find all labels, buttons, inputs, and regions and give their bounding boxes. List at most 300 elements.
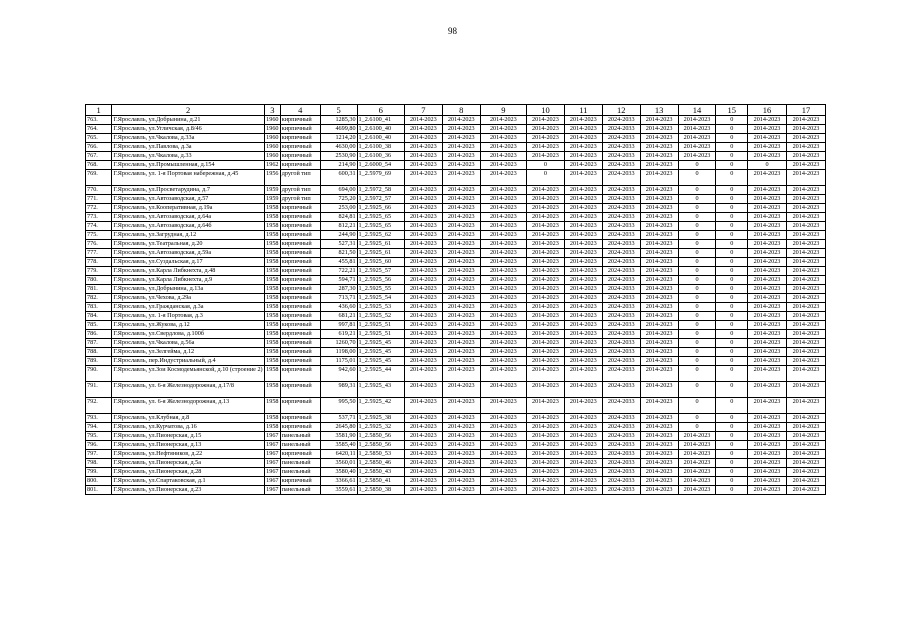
row-number-cell: 798. [86, 459, 112, 468]
row-number-cell: 783. [86, 303, 112, 312]
period-cell: 0 [678, 222, 716, 231]
period-cell: 0 [716, 312, 748, 321]
period-cell: 2014-2023 [748, 477, 787, 486]
period-cell: 0 [716, 414, 748, 423]
period-cell: 2014-2023 [640, 468, 678, 477]
period-cell: 0 [678, 231, 716, 240]
period-cell: 2014-2023 [527, 312, 565, 321]
period-cell: 0 [716, 357, 748, 366]
code-cell: 1_2.5925_54 [357, 294, 404, 303]
table-row [86, 441, 826, 450]
code-cell: 1_2.5925_65 [357, 222, 404, 231]
wall-material-cell: панельный [280, 468, 320, 477]
period-cell: 2014-2023 [640, 398, 678, 414]
period-cell: 0 [716, 294, 748, 303]
period-cell: 2014-2023 [786, 231, 825, 240]
period-cell: 2014-2023 [786, 258, 825, 267]
period-cell: 0 [748, 161, 787, 170]
period-cell: 2014-2023 [678, 477, 716, 486]
period-cell: 2014-2023 [786, 382, 825, 398]
row-number-cell: 797. [86, 450, 112, 459]
column-header: 10 [527, 105, 565, 116]
period-cell: 2014-2023 [564, 357, 602, 366]
wall-material-cell: кирпичный [280, 382, 320, 398]
area-cell: 995,50 [320, 398, 357, 414]
period-cell: 2014-2023 [748, 125, 787, 134]
period-cell: 2014-2023 [748, 258, 787, 267]
period-cell: 2014-2023 [404, 366, 442, 382]
code-cell: 1_2.5925_60 [357, 258, 404, 267]
period-cell: 2014-2023 [748, 240, 787, 249]
period-cell: 2014-2023 [442, 366, 480, 382]
period-cell: 2014-2023 [442, 312, 480, 321]
wall-material-cell: кирпичный [280, 222, 320, 231]
period-cell: 0 [716, 382, 748, 398]
area-cell: 244,90 [320, 231, 357, 240]
area-cell: 1260,70 [320, 339, 357, 348]
period-cell: 2024-2033 [602, 321, 640, 330]
period-cell: 2014-2023 [748, 486, 787, 495]
code-cell: 1_2.6100_41 [357, 116, 404, 125]
address-cell: Г.Ярославль, ул.Гражданская, д.3а [112, 303, 265, 312]
period-cell: 2014-2023 [640, 312, 678, 321]
code-cell: 1_2.5925_45 [357, 339, 404, 348]
period-cell: 2014-2023 [564, 213, 602, 222]
period-cell: 0 [716, 143, 748, 152]
period-cell: 2014-2023 [564, 161, 602, 170]
table-row [86, 432, 826, 441]
period-cell: 0 [716, 468, 748, 477]
period-cell: 2014-2023 [404, 382, 442, 398]
period-cell: 2014-2023 [480, 366, 526, 382]
code-cell: 1_2.5850_41 [357, 477, 404, 486]
period-cell: 2014-2023 [640, 276, 678, 285]
period-cell: 2014-2023 [480, 423, 526, 432]
period-cell: 2014-2023 [404, 339, 442, 348]
year-cell: 1960 [266, 152, 279, 159]
year-cell: 1958 [266, 222, 279, 229]
period-cell: 2014-2023 [480, 432, 526, 441]
area-cell: 821,50 [320, 249, 357, 258]
period-cell: 2014-2023 [527, 204, 565, 213]
period-cell: 2014-2023 [480, 116, 526, 125]
address-cell: Г.Ярославль, ул.Пионерская, д.28 [112, 468, 265, 477]
period-cell: 2024-2033 [602, 348, 640, 357]
period-cell: 2014-2023 [786, 285, 825, 294]
table-row [86, 258, 826, 267]
period-cell: 2014-2023 [480, 294, 526, 303]
period-cell: 2014-2023 [442, 116, 480, 125]
period-cell: 2014-2023 [527, 258, 565, 267]
period-cell: 2014-2023 [480, 477, 526, 486]
period-cell: 2014-2023 [527, 116, 565, 125]
address-cell: Г.Ярославль, ул.Угличская, д.8/46 [112, 125, 265, 134]
row-number-cell: 785. [86, 321, 112, 330]
period-cell: 2024-2033 [602, 459, 640, 468]
address-cell: Г.Ярославль, ул.Чкалова, д.33 [112, 152, 265, 161]
period-cell: 2014-2023 [786, 414, 825, 423]
column-header: 3 [264, 105, 280, 116]
period-cell: 0 [716, 477, 748, 486]
period-cell: 2024-2033 [602, 213, 640, 222]
period-cell: 0 [678, 161, 716, 170]
period-cell: 2024-2033 [602, 249, 640, 258]
period-cell: 2014-2023 [527, 134, 565, 143]
address-cell: Г.Ярославль, ул. 6-я Железнодорожная, д.13 [112, 398, 265, 414]
period-cell: 2024-2033 [602, 294, 640, 303]
year-cell: 1958 [264, 366, 280, 382]
period-cell: 2014-2023 [748, 382, 787, 398]
period-cell: 2014-2023 [748, 357, 787, 366]
period-cell: 2014-2023 [480, 398, 526, 414]
period-cell: 2014-2023 [564, 285, 602, 294]
area-cell: 455,81 [320, 258, 357, 267]
area-cell: 2645,80 [320, 423, 357, 432]
year-cell: 1958 [266, 267, 279, 274]
period-cell: 2014-2023 [527, 294, 565, 303]
period-cell: 0 [716, 204, 748, 213]
period-cell: 0 [716, 398, 748, 414]
period-cell: 2014-2023 [678, 152, 716, 161]
period-cell: 0 [716, 366, 748, 382]
period-cell: 2014-2023 [748, 285, 787, 294]
period-cell: 2014-2023 [404, 186, 442, 195]
table-row [86, 213, 826, 222]
period-cell: 2014-2023 [786, 267, 825, 276]
period-cell: 2014-2023 [564, 134, 602, 143]
period-cell: 0 [678, 312, 716, 321]
address-cell: Г.Ярославль, ул.Просветарудина, д.7 [112, 186, 265, 195]
page-number: 98 [448, 26, 457, 36]
period-cell: 2014-2023 [786, 143, 825, 152]
period-cell: 2014-2023 [786, 477, 825, 486]
period-cell: 0 [716, 432, 748, 441]
period-cell: 2024-2033 [602, 276, 640, 285]
period-cell: 2014-2023 [442, 357, 480, 366]
area-cell: 694,00 [320, 186, 357, 195]
row-number-cell: 793. [86, 414, 112, 423]
table-row [86, 477, 826, 486]
period-cell: 0 [716, 285, 748, 294]
period-cell: 2014-2023 [442, 249, 480, 258]
period-cell: 2014-2023 [527, 330, 565, 339]
period-cell: 0 [678, 398, 716, 414]
period-cell: 2014-2023 [527, 441, 565, 450]
address-cell: Г.Ярославль, ул.Пионерская, д.23 [112, 486, 265, 495]
code-cell: 1_2.6100_40 [357, 134, 404, 143]
period-cell: 2024-2033 [602, 414, 640, 423]
address-cell: Г.Ярославль, ул.Автозаводская, д.64б [112, 222, 265, 231]
period-cell: 0 [678, 213, 716, 222]
column-header: 1 [86, 105, 112, 116]
year-cell: 1958 [266, 231, 279, 238]
period-cell: 2014-2023 [527, 267, 565, 276]
address-cell: Г.Ярославль, ул.Чехова, д.29а [112, 294, 265, 303]
wall-material-cell: кирпичный [280, 231, 320, 240]
period-cell: 2014-2023 [527, 432, 565, 441]
year-cell: 1958 [266, 321, 279, 328]
year-cell: 1962 [266, 161, 279, 168]
period-cell: 2014-2023 [786, 152, 825, 161]
period-cell: 2014-2023 [404, 468, 442, 477]
area-cell: 3585,40 [320, 441, 357, 450]
table-row [86, 303, 826, 312]
period-cell: 0 [716, 423, 748, 432]
period-cell: 2014-2023 [404, 285, 442, 294]
period-cell: 2014-2023 [748, 312, 787, 321]
row-number-cell: 794. [86, 423, 112, 432]
period-cell: 2024-2033 [602, 116, 640, 125]
period-cell: 2014-2023 [442, 195, 480, 204]
period-cell: 2014-2023 [786, 441, 825, 450]
period-cell: 0 [716, 134, 748, 143]
period-cell: 2014-2023 [748, 276, 787, 285]
wall-material-cell: кирпичный [280, 294, 320, 303]
period-cell: 2024-2033 [602, 134, 640, 143]
period-cell: 2014-2023 [480, 285, 526, 294]
year-cell: 1967 [266, 477, 279, 484]
period-cell: 2024-2033 [602, 258, 640, 267]
code-cell: 1_2.5972_57 [357, 195, 404, 204]
row-number-cell: 781. [86, 285, 112, 294]
period-cell: 2014-2023 [480, 134, 526, 143]
period-cell: 2014-2023 [564, 294, 602, 303]
row-number-cell: 778. [86, 258, 112, 267]
period-cell: 2014-2023 [442, 231, 480, 240]
year-cell: 1958 [266, 276, 279, 283]
column-header: 17 [786, 105, 825, 116]
column-header: 7 [404, 105, 442, 116]
period-cell: 2014-2023 [564, 125, 602, 134]
period-cell: 2024-2033 [602, 312, 640, 321]
row-number-cell: 768. [86, 161, 112, 170]
column-header: 14 [678, 105, 716, 116]
table-row [86, 231, 826, 240]
year-cell: 1956 [264, 170, 280, 186]
year-cell: 1958 [266, 285, 279, 292]
period-cell: 2014-2023 [404, 414, 442, 423]
period-cell: 2014-2023 [678, 441, 716, 450]
period-cell: 2014-2023 [678, 134, 716, 143]
period-cell: 0 [678, 170, 716, 186]
row-number-cell: 801. [86, 486, 112, 495]
year-cell: 1958 [266, 357, 279, 364]
table-row [86, 285, 826, 294]
period-cell: 2014-2023 [404, 348, 442, 357]
period-cell: 0 [716, 161, 748, 170]
period-cell: 2014-2023 [404, 330, 442, 339]
period-cell: 2014-2023 [480, 195, 526, 204]
period-cell: 0 [716, 258, 748, 267]
period-cell: 2014-2023 [640, 195, 678, 204]
address-cell: Г.Ярославль, ул.Автозаводская, д.57 [112, 195, 265, 204]
period-cell: 2014-2023 [748, 294, 787, 303]
row-number-cell: 766. [86, 143, 112, 152]
period-cell: 0 [716, 339, 748, 348]
period-cell: 0 [716, 330, 748, 339]
period-cell: 0 [678, 204, 716, 213]
period-cell: 2014-2023 [640, 366, 678, 382]
wall-material-cell: кирпичный [280, 348, 320, 357]
address-cell: Г.Ярославль, ул.Зелгейма, д.12 [112, 348, 265, 357]
period-cell: 2014-2023 [748, 170, 787, 186]
period-cell: 0 [716, 170, 748, 186]
period-cell: 2024-2033 [602, 441, 640, 450]
wall-material-cell: кирпичный [280, 477, 320, 486]
period-cell: 2014-2023 [748, 116, 787, 125]
row-number-cell: 787. [86, 339, 112, 348]
period-cell: 2014-2023 [564, 348, 602, 357]
period-cell: 2014-2023 [527, 303, 565, 312]
period-cell: 2014-2023 [404, 240, 442, 249]
period-cell: 2014-2023 [527, 143, 565, 152]
period-cell: 2024-2033 [602, 285, 640, 294]
period-cell: 2014-2023 [678, 116, 716, 125]
period-cell: 2014-2023 [480, 330, 526, 339]
year-cell: 1960 [266, 116, 279, 123]
wall-material-cell: кирпичный [280, 357, 320, 366]
period-cell: 2014-2023 [748, 398, 787, 414]
period-cell: 2014-2023 [564, 423, 602, 432]
code-cell: 1_2.5850_38 [357, 486, 404, 495]
period-cell: 2014-2023 [786, 432, 825, 441]
period-cell: 2014-2023 [786, 240, 825, 249]
period-cell: 2014-2023 [404, 441, 442, 450]
year-cell: 1958 [264, 382, 280, 398]
address-cell: Г.Ярославль, ул.Загрудная, д.12 [112, 231, 265, 240]
table-row [86, 459, 826, 468]
period-cell: 2014-2023 [442, 152, 480, 161]
period-cell: 2014-2023 [480, 249, 526, 258]
wall-material-cell: кирпичный [280, 366, 320, 382]
address-cell: Г.Ярославль, ул.Чкалова, д.33а [112, 134, 265, 143]
row-number-cell: 789. [86, 357, 112, 366]
period-cell: 2014-2023 [480, 152, 526, 161]
period-cell: 2014-2023 [678, 143, 716, 152]
period-cell: 2014-2023 [748, 432, 787, 441]
period-cell: 2014-2023 [786, 249, 825, 258]
address-cell: Г.Ярославль, ул.Карла Либкнехта, д.9 [112, 276, 265, 285]
year-cell: 1958 [266, 339, 279, 346]
period-cell: 2014-2023 [786, 222, 825, 231]
period-cell: 2014-2023 [640, 450, 678, 459]
period-cell: 2014-2023 [527, 398, 565, 414]
period-cell: 2014-2023 [480, 240, 526, 249]
wall-material-cell: другой тип [280, 170, 320, 186]
column-header: 2 [112, 105, 265, 116]
wall-material-cell: кирпичный [280, 423, 320, 432]
period-cell: 2014-2023 [527, 468, 565, 477]
wall-material-cell: кирпичный [280, 240, 320, 249]
period-cell: 2024-2033 [602, 486, 640, 495]
row-number-cell: 777. [86, 249, 112, 258]
period-cell: 2014-2023 [748, 339, 787, 348]
period-cell: 2014-2023 [748, 186, 787, 195]
period-cell: 2024-2033 [602, 267, 640, 276]
period-cell: 2014-2023 [404, 116, 442, 125]
code-cell: 1_2.6100_36 [357, 152, 404, 161]
year-cell: 1967 [266, 486, 279, 493]
period-cell: 2014-2023 [404, 222, 442, 231]
period-cell: 2014-2023 [640, 170, 678, 186]
period-cell: 0 [527, 170, 565, 186]
code-cell: 1_2.5850_46 [357, 459, 404, 468]
period-cell: 2014-2023 [442, 382, 480, 398]
period-cell: 2014-2023 [442, 450, 480, 459]
period-cell: 2014-2023 [640, 222, 678, 231]
code-cell: 1_2.5925_57 [357, 267, 404, 276]
row-number-cell: 796. [86, 441, 112, 450]
area-cell: 6420,11 [320, 450, 357, 459]
period-cell: 2014-2023 [748, 143, 787, 152]
row-number-cell: 767. [86, 152, 112, 161]
wall-material-cell: кирпичный [280, 204, 320, 213]
period-cell: 2014-2023 [786, 116, 825, 125]
period-cell: 0 [678, 240, 716, 249]
area-cell: 2530,90 [320, 152, 357, 161]
period-cell: 2024-2033 [602, 366, 640, 382]
area-cell: 989,31 [320, 382, 357, 398]
period-cell: 0 [716, 450, 748, 459]
year-cell: 1958 [266, 240, 279, 247]
period-cell: 2014-2023 [442, 423, 480, 432]
wall-material-cell: кирпичный [280, 339, 320, 348]
address-cell: Г.Ярославль, ул.Пионерская, д.5а [112, 459, 265, 468]
area-cell: 722,21 [320, 267, 357, 276]
period-cell: 2024-2033 [602, 204, 640, 213]
code-cell: 1_2.5925_55 [357, 285, 404, 294]
period-cell: 2014-2023 [442, 398, 480, 414]
period-cell: 2014-2023 [786, 195, 825, 204]
period-cell: 2014-2023 [404, 152, 442, 161]
period-cell: 2014-2023 [564, 222, 602, 231]
period-cell: 2014-2023 [640, 249, 678, 258]
table-row [86, 170, 826, 186]
period-cell: 2014-2023 [786, 186, 825, 195]
code-cell: 1_2.5925_66 [357, 204, 404, 213]
row-number-cell: 780. [86, 276, 112, 285]
period-cell: 0 [678, 294, 716, 303]
area-cell: 725,20 [320, 195, 357, 204]
code-cell: 1_2.5925_51 [357, 330, 404, 339]
wall-material-cell: панельный [280, 459, 320, 468]
period-cell: 2014-2023 [442, 348, 480, 357]
period-cell: 2014-2023 [786, 312, 825, 321]
period-cell: 2014-2023 [527, 414, 565, 423]
wall-material-cell: кирпичный [280, 267, 320, 276]
period-cell: 2014-2023 [640, 294, 678, 303]
table-row [86, 366, 826, 382]
period-cell: 2014-2023 [480, 459, 526, 468]
area-cell: 3580,40 [320, 468, 357, 477]
period-cell: 2014-2023 [786, 303, 825, 312]
period-cell: 2014-2023 [527, 222, 565, 231]
year-cell: 1967 [266, 432, 279, 439]
code-cell: 1_2.5925_53 [357, 303, 404, 312]
period-cell: 2014-2023 [678, 486, 716, 495]
address-cell: Г.Ярославль, пер.Индустриальный, д.4 [112, 357, 265, 366]
period-cell: 2014-2023 [404, 204, 442, 213]
row-number-cell: 784. [86, 312, 112, 321]
period-cell: 0 [678, 303, 716, 312]
column-header: 12 [602, 105, 640, 116]
period-cell: 2014-2023 [480, 231, 526, 240]
period-cell: 2014-2023 [527, 486, 565, 495]
period-cell: 2014-2023 [527, 125, 565, 134]
period-cell: 2024-2033 [602, 357, 640, 366]
period-cell: 0 [716, 249, 748, 258]
table-row [86, 398, 826, 414]
